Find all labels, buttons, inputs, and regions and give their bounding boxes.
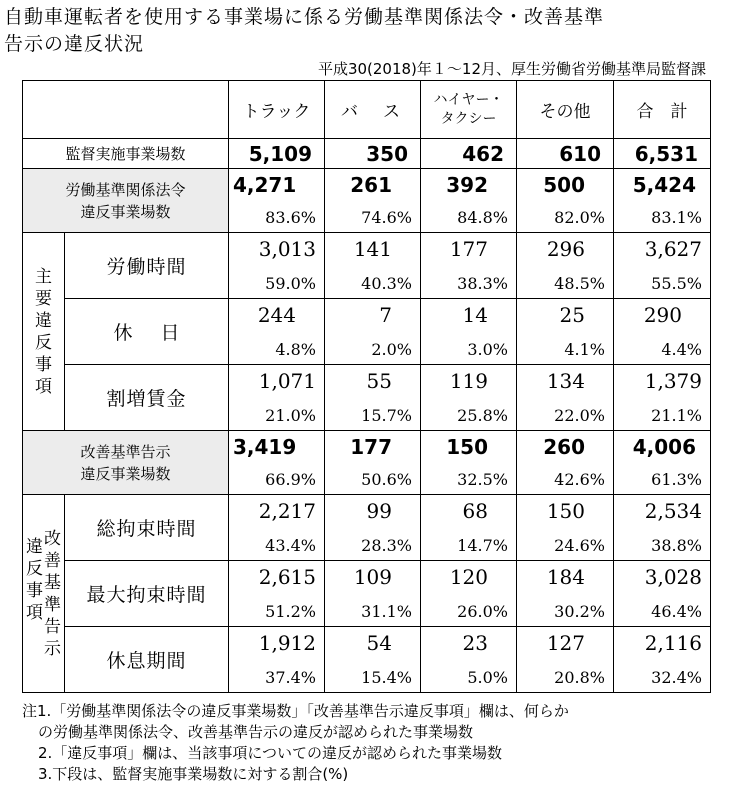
- cell: [229, 495, 325, 561]
- side-col-left: [26, 528, 44, 660]
- side-char: 告: [44, 616, 61, 637]
- header-row: [23, 81, 711, 139]
- cell: [421, 233, 517, 299]
- cell: [614, 299, 711, 365]
- labor-law-row: [23, 169, 711, 233]
- value: 2,217: [258, 499, 316, 523]
- side-char: 善: [44, 550, 61, 571]
- value: 141: [353, 237, 392, 261]
- percent: 24.6%: [554, 536, 605, 555]
- cell: [229, 233, 325, 299]
- main-row-overtime-pay: [23, 365, 711, 431]
- side-char: 反: [35, 332, 52, 353]
- percent: 5.0%: [467, 668, 508, 687]
- source-note: 平成30(2018)年１～12月、厚生労働省労働基準局監督課: [317, 60, 706, 78]
- inspected-truck: 5,109: [229, 139, 325, 169]
- percent: 31.1%: [361, 602, 412, 621]
- percent: 59.0%: [265, 274, 316, 293]
- percent: 28.3%: [361, 536, 412, 555]
- percent: 15.4%: [361, 668, 412, 687]
- value: 392: [446, 173, 488, 197]
- percent: 14.7%: [457, 536, 508, 555]
- kaizen-row-total-binding: [23, 495, 711, 561]
- value: 261: [350, 173, 392, 197]
- cell: [421, 495, 517, 561]
- header-total: 合 計: [614, 81, 711, 139]
- labor-law-bus: [325, 169, 421, 233]
- percent: 4.4%: [661, 340, 702, 359]
- percent: 55.5%: [651, 274, 702, 293]
- cell: [517, 495, 614, 561]
- cell: [614, 365, 711, 431]
- cell: [614, 233, 711, 299]
- labor-law-hire-taxi: [421, 169, 517, 233]
- inspected-label: 監督実施事業場数: [23, 139, 229, 169]
- cell: [614, 627, 711, 693]
- cell: [421, 627, 517, 693]
- percent: 4.8%: [275, 340, 316, 359]
- value: 150: [446, 435, 488, 459]
- inspected-other: 610: [517, 139, 614, 169]
- percent: 84.8%: [457, 208, 508, 227]
- value: 244: [257, 303, 296, 327]
- value: 3,627: [644, 237, 702, 261]
- percent: 42.6%: [554, 470, 605, 489]
- cell: [229, 627, 325, 693]
- row-label: 労働時間: [65, 233, 229, 299]
- side-char: 要: [35, 288, 52, 309]
- kaizen-row-max-binding: [23, 561, 711, 627]
- value: 4,006: [632, 435, 696, 459]
- percent: 30.2%: [554, 602, 605, 621]
- value: 2,116: [644, 631, 702, 655]
- value: 500: [543, 173, 585, 197]
- value: 14: [462, 303, 488, 327]
- row-label: 総拘束時間: [65, 495, 229, 561]
- percent: 38.8%: [651, 536, 702, 555]
- kaizen-label-1: 改善基準告示: [80, 442, 171, 461]
- cell: [517, 365, 614, 431]
- cell: [517, 561, 614, 627]
- header-hire-taxi: [421, 81, 517, 139]
- cell: [325, 299, 421, 365]
- kaizen-label-2: 違反事業場数: [80, 464, 171, 483]
- inspected-total: 6,531: [614, 139, 711, 169]
- document-title: [4, 4, 604, 58]
- main-row-working-hours: [23, 233, 711, 299]
- kaizen-truck: [229, 431, 325, 495]
- percent: 83.6%: [265, 208, 316, 227]
- side-char: 事: [26, 580, 43, 601]
- row-label: 割増賃金: [65, 365, 229, 431]
- percent: 83.1%: [651, 208, 702, 227]
- percent: 20.8%: [554, 668, 605, 687]
- percent: 2.0%: [371, 340, 412, 359]
- value: 25: [559, 303, 585, 327]
- labor-law-truck: [229, 169, 325, 233]
- value: 127: [546, 631, 585, 655]
- row-label: 最大拘束時間: [65, 561, 229, 627]
- header-bus: バ ス: [325, 81, 421, 139]
- side-col-right: [44, 528, 62, 660]
- percent: 37.4%: [265, 668, 316, 687]
- percent: 48.5%: [554, 274, 605, 293]
- cell: [517, 299, 614, 365]
- side-char: 示: [44, 638, 61, 659]
- value: 4,271: [233, 173, 297, 197]
- cell: [421, 561, 517, 627]
- title-line-2: 告示の違反状況: [4, 33, 145, 55]
- percent: 50.6%: [361, 470, 412, 489]
- cell: [614, 561, 711, 627]
- percent: 21.1%: [651, 406, 702, 425]
- cell: [229, 561, 325, 627]
- value: 99: [366, 499, 392, 523]
- value: 177: [449, 237, 488, 261]
- percent: 15.7%: [361, 406, 412, 425]
- violation-table: [22, 80, 711, 693]
- cell: [421, 365, 517, 431]
- percent: 21.0%: [265, 406, 316, 425]
- side-char: 項: [26, 602, 43, 623]
- cell: [325, 561, 421, 627]
- kaizen-other: [517, 431, 614, 495]
- value: 120: [449, 565, 488, 589]
- value: 1,071: [258, 369, 316, 393]
- kaizen-total: [614, 431, 711, 495]
- row-label: 休息期間: [65, 627, 229, 693]
- header-corner: [23, 81, 229, 139]
- header-taxi: タクシー: [440, 110, 497, 127]
- inspected-hire-taxi: 462: [421, 139, 517, 169]
- value: 1,912: [258, 631, 316, 655]
- inspected-row: [23, 139, 711, 169]
- value: 7: [379, 303, 392, 327]
- value: 2,534: [644, 499, 702, 523]
- percent: 43.4%: [265, 536, 316, 555]
- note-3: 3.下段は、監督実施事業場数に対する割合(%): [38, 765, 349, 783]
- value: 150: [546, 499, 585, 523]
- side-char: 項: [35, 376, 52, 397]
- percent: 40.3%: [361, 274, 412, 293]
- percent: 32.4%: [651, 668, 702, 687]
- value: 184: [546, 565, 585, 589]
- value: 23: [462, 631, 488, 655]
- note-1: 注1.「労働基準関係法令の違反事業場数」「改善基準告示違反事項」欄は、何らか: [22, 702, 569, 720]
- side-char: 反: [26, 558, 43, 579]
- value: 3,028: [644, 565, 702, 589]
- kaizen-violations-side-label: [23, 495, 65, 693]
- value: 5,424: [632, 173, 696, 197]
- percent: 25.8%: [457, 406, 508, 425]
- labor-law-other: [517, 169, 614, 233]
- value: 1,379: [644, 369, 702, 393]
- labor-law-label-2: 違反事業場数: [80, 202, 171, 221]
- side-char: 主: [35, 266, 52, 287]
- side-char: 基: [44, 572, 61, 593]
- value: 3,013: [258, 237, 316, 261]
- header-other: その他: [517, 81, 614, 139]
- value: 54: [366, 631, 392, 655]
- value: 109: [353, 565, 392, 589]
- header-truck: トラック: [229, 81, 325, 139]
- header-hire: ハイヤー・: [433, 91, 504, 108]
- side-char: 違: [26, 536, 43, 557]
- percent: 4.1%: [564, 340, 605, 359]
- percent: 32.5%: [457, 470, 508, 489]
- cell: [229, 299, 325, 365]
- main-violations-side-label: [23, 233, 65, 431]
- percent: 38.3%: [457, 274, 508, 293]
- kaizen-hire-taxi: [421, 431, 517, 495]
- value: 119: [449, 369, 488, 393]
- cell: [229, 365, 325, 431]
- cell: [325, 627, 421, 693]
- title-line-1: 自動車運転者を使用する事業場に係る労働基準関係法令・改善基準: [4, 6, 605, 28]
- value: 296: [546, 237, 585, 261]
- value: 2,615: [258, 565, 316, 589]
- labor-law-label: [23, 169, 229, 233]
- cell: [421, 299, 517, 365]
- row-label: 休日: [65, 299, 229, 365]
- side-char: 違: [35, 310, 52, 331]
- percent: 51.2%: [265, 602, 316, 621]
- cell: [325, 495, 421, 561]
- note-2: 2.「違反事項」欄は、当該事項についての違反が認められた事業場数: [38, 744, 503, 762]
- note-1-cont: の労働基準関係法令、改善基準告示の違反が認められた事業場数: [38, 723, 474, 741]
- kaizen-bus: [325, 431, 421, 495]
- cell: [325, 365, 421, 431]
- cell: [614, 495, 711, 561]
- cell: [325, 233, 421, 299]
- percent: 66.9%: [265, 470, 316, 489]
- inspected-bus: 350: [325, 139, 421, 169]
- percent: 74.6%: [361, 208, 412, 227]
- footnotes: [22, 701, 569, 785]
- kaizen-row-rest-period: [23, 627, 711, 693]
- side-columns: [23, 528, 64, 660]
- percent: 26.0%: [457, 602, 508, 621]
- value: 3,419: [233, 435, 297, 459]
- value: 134: [546, 369, 585, 393]
- value: 55: [366, 369, 392, 393]
- cell: [517, 627, 614, 693]
- value: 177: [350, 435, 392, 459]
- cell: [517, 233, 614, 299]
- value: 290: [643, 303, 682, 327]
- side-char: 事: [35, 354, 52, 375]
- percent: 61.3%: [651, 470, 702, 489]
- kaizen-row: [23, 431, 711, 495]
- side-char: 改: [44, 528, 61, 549]
- percent: 82.0%: [554, 208, 605, 227]
- labor-law-label-1: 労働基準関係法令: [65, 180, 186, 199]
- kaizen-label: [23, 431, 229, 495]
- percent: 46.4%: [651, 602, 702, 621]
- main-row-holidays: [23, 299, 711, 365]
- value: 68: [462, 499, 488, 523]
- side-char: 準: [44, 594, 61, 615]
- value: 260: [543, 435, 585, 459]
- labor-law-total: [614, 169, 711, 233]
- percent: 3.0%: [467, 340, 508, 359]
- percent: 22.0%: [554, 406, 605, 425]
